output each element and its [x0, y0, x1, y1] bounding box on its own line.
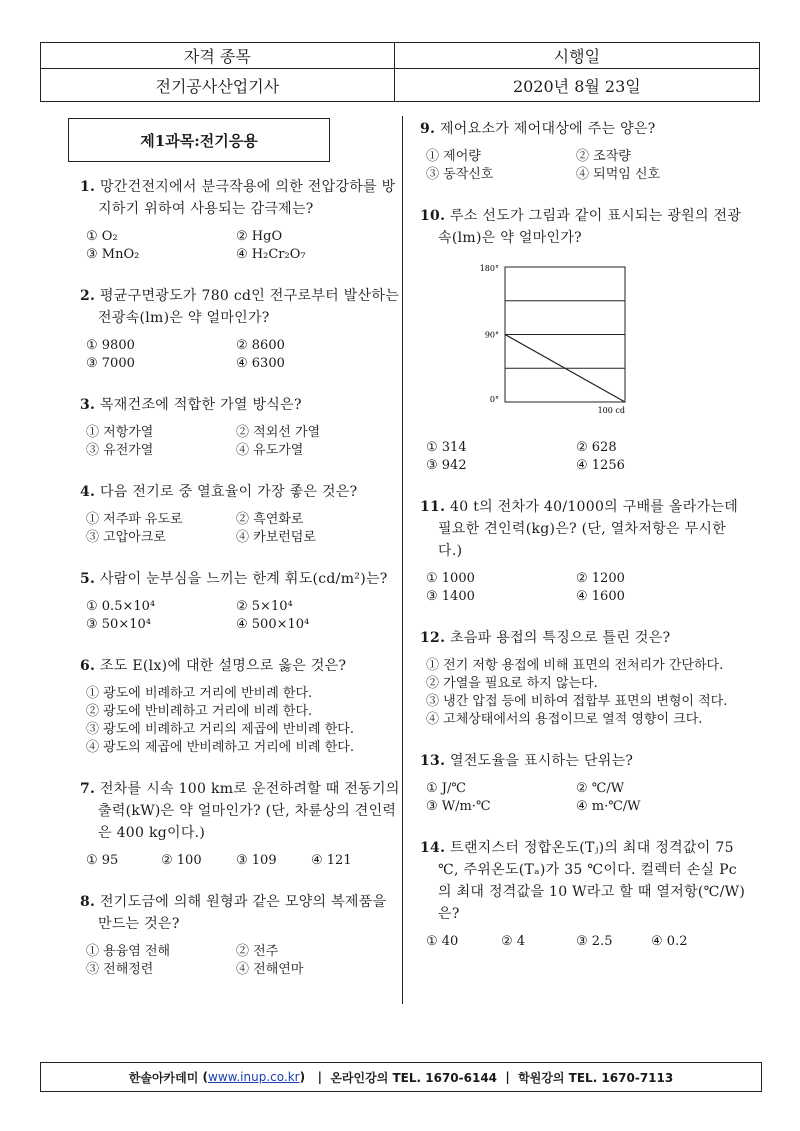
answer-options [80, 511, 400, 547]
question-text: 40 t의 전차가 40/1000의 구배를 올라가는데 필요한 견인력(kg)은? (단, 열차저항은 무시한다.) [438, 499, 739, 559]
answer-option[interactable]: ① 저항가열 [86, 425, 154, 440]
question-stem [80, 891, 400, 935]
answer-option[interactable]: ④ 전해연마 [236, 962, 304, 977]
label-100cd: 100 cd [597, 406, 625, 415]
answer-option[interactable]: ④ 1600 [576, 589, 625, 604]
question-stem [80, 568, 400, 590]
question-number: 4. [80, 484, 96, 500]
answer-options [80, 424, 400, 460]
answer-option[interactable]: ② 전주 [236, 944, 279, 959]
subject-title: 제1과목:전기응용 [140, 131, 258, 150]
answer-option[interactable]: ② 100 [161, 853, 202, 868]
right-column [420, 118, 750, 972]
answer-option[interactable]: ④ H₂Cr₂O₇ [236, 247, 306, 262]
question-number: 11. [420, 499, 446, 515]
question-number: 2. [80, 288, 96, 304]
answer-option[interactable]: ② 5×10⁴ [236, 599, 293, 614]
answer-option[interactable]: ④ 121 [311, 853, 352, 868]
answer-option[interactable]: ③ 냉간 압접 등에 비하여 접합부 표면의 변형이 적다. [426, 694, 728, 709]
question-text: 전기도금에 의해 원형과 같은 모양의 복제품을 만드는 것은? [98, 894, 387, 932]
answer-option[interactable]: ② 가열을 필요로 하지 않는다. [426, 676, 598, 691]
answer-option[interactable]: ④ 되먹임 신호 [576, 167, 661, 182]
answer-option[interactable]: ④ 고체상태에서의 용접이므로 열적 영향이 크다. [426, 712, 703, 727]
answer-option[interactable]: ③ 동작신호 [426, 167, 494, 182]
answer-option[interactable]: ② HgO [236, 229, 283, 244]
question-text: 제어요소가 제어대상에 주는 양은? [439, 121, 656, 137]
question-number: 10. [420, 208, 446, 224]
answer-options [80, 228, 400, 264]
answer-options [80, 598, 400, 634]
answer-option[interactable]: ③ 50×10⁴ [86, 617, 151, 632]
answer-options [420, 933, 750, 951]
question-stem [80, 778, 400, 844]
answer-option[interactable]: ③ 1400 [426, 589, 475, 604]
answer-option[interactable]: ② 1200 [576, 571, 625, 586]
question-number: 12. [420, 630, 446, 646]
question-stem [80, 285, 400, 329]
answer-options [80, 943, 400, 979]
answer-option[interactable]: ③ 전해정련 [86, 962, 154, 977]
answer-option[interactable]: ① O₂ [86, 229, 118, 244]
question-stem [80, 655, 400, 677]
question-13 [420, 750, 750, 816]
subject-title-box [68, 118, 330, 162]
answer-option[interactable]: ① 제어량 [426, 149, 481, 164]
question-text: 조도 E(lx)에 대한 설명으로 옳은 것은? [99, 658, 347, 674]
answer-option[interactable]: ① 9800 [86, 338, 135, 353]
question-6 [80, 655, 400, 757]
answer-option[interactable]: ① 40 [426, 934, 459, 949]
footer-brand: 한솔아카데미 [128, 1070, 199, 1085]
question-stem [420, 496, 750, 562]
question-1 [80, 176, 400, 264]
answer-option[interactable]: ② 4 [501, 934, 526, 949]
footer-online-phone: 온라인강의 TEL. 1670-6144 [330, 1070, 498, 1085]
question-text: 트랜지스터 정합온도(Tⱼ)의 최대 정격값이 75 ℃, 주위온도(Tₐ)가 35 ℃이다. 컬렉터 손실 Pc의 최대 정격값을 10 W라고 할 때 열저항(℃/W)은? [438, 840, 746, 922]
answer-option[interactable]: ③ MnO₂ [86, 247, 140, 262]
question-text: 열전도율을 표시하는 단위는? [450, 753, 634, 769]
answer-option[interactable]: ② ℃/W [576, 781, 625, 796]
exam-header-table [40, 42, 760, 102]
answer-option[interactable]: ① 314 [426, 440, 467, 455]
header-date-value: 2020년 8월 23일 [394, 69, 759, 102]
question-stem [420, 205, 750, 249]
question-stem [420, 837, 750, 925]
answer-option[interactable]: ① J/℃ [426, 781, 466, 796]
question-4 [80, 481, 400, 547]
rousseau-diagram [460, 257, 640, 417]
question-7 [80, 778, 400, 870]
answer-option[interactable]: ④ 광도의 제곱에 반비례하고 거리에 비례 한다. [86, 740, 354, 755]
answer-option[interactable]: ③ W/m·℃ [426, 799, 491, 814]
answer-option[interactable]: ① 광도에 비례하고 거리에 반비례 한다. [86, 686, 313, 701]
answer-option[interactable]: ④ 500×10⁴ [236, 617, 310, 632]
question-text: 평균구면광도가 780 cd인 전구로부터 발산하는 전광속(lm)은 약 얼마인가? [98, 288, 400, 326]
question-stem [420, 627, 750, 649]
right-question-list [420, 118, 750, 951]
question-text: 목재건조에 적합한 가열 방식은? [99, 397, 302, 413]
answer-option[interactable]: ④ 0.2 [651, 934, 688, 949]
answer-option[interactable]: ② 8600 [236, 338, 285, 353]
question-number: 5. [80, 571, 96, 587]
question-text: 망간건전지에서 분극작용에 의한 전압강하를 방지하기 위하여 사용되는 감극제는? [98, 179, 396, 217]
answer-option[interactable]: ③ 광도에 비례하고 거리의 제곱에 반비례 한다. [86, 722, 354, 737]
answer-option[interactable]: ④ 1256 [576, 458, 625, 473]
question-11 [420, 496, 750, 606]
answer-option[interactable]: ① 0.5×10⁴ [86, 599, 156, 614]
answer-option[interactable]: ③ 7000 [86, 356, 135, 371]
question-9 [420, 118, 750, 184]
question-text: 루소 선도가 그림과 같이 표시되는 광원의 전광속(lm)은 약 얼마인가? [438, 208, 742, 246]
answer-option[interactable]: ① 전기 저항 용접에 비해 표면의 전처리가 간단하다. [426, 658, 724, 673]
question-10 [420, 205, 750, 475]
header-subject-label: 자격 종목 [41, 43, 395, 69]
answer-option[interactable]: ② 628 [576, 440, 617, 455]
question-number: 14. [420, 840, 446, 856]
answer-options [420, 148, 750, 184]
answer-option[interactable]: ② 광도에 반비례하고 거리에 비례 한다. [86, 704, 313, 719]
question-12 [420, 627, 750, 729]
footer-academy-phone: 학원강의 TEL. 1670-7113 [518, 1070, 674, 1085]
header-date-label: 시행일 [394, 43, 759, 69]
answer-option[interactable]: ② 조작량 [576, 149, 631, 164]
question-text: 초음파 용접의 특징으로 틀린 것은? [450, 630, 671, 646]
answer-option[interactable]: ① 95 [86, 853, 119, 868]
question-number: 3. [80, 397, 96, 413]
question-14 [420, 837, 750, 951]
label-90: 90° [484, 330, 499, 340]
answer-options [420, 570, 750, 606]
question-number: 8. [80, 894, 96, 910]
question-text: 사람이 눈부심을 느끼는 한계 휘도(cd/m²)는? [99, 571, 388, 587]
answer-option[interactable]: ④ 6300 [236, 356, 285, 371]
question-8 [80, 891, 400, 979]
answer-option[interactable]: ① 저주파 유도로 [86, 512, 183, 527]
answer-options [80, 337, 400, 373]
question-3 [80, 394, 400, 460]
header-subject-value: 전기공사산업기사 [41, 69, 395, 102]
footer-url-link[interactable]: www.inup.co.kr [208, 1070, 300, 1084]
question-number: 9. [420, 121, 436, 137]
column-divider [402, 116, 403, 1004]
answer-option[interactable]: ③ 유전가열 [86, 443, 154, 458]
answer-options [80, 852, 400, 870]
question-stem [80, 481, 400, 503]
question-number: 6. [80, 658, 96, 674]
left-column [80, 118, 400, 1000]
question-stem [80, 394, 400, 416]
question-5 [80, 568, 400, 634]
answer-option[interactable]: ③ 942 [426, 458, 467, 473]
answer-options [420, 439, 750, 475]
answer-option[interactable]: ④ 카보런덤로 [236, 530, 316, 545]
question-stem [420, 118, 750, 140]
label-0: 0° [489, 395, 499, 404]
question-text: 다음 전기로 중 열효율이 가장 좋은 것은? [99, 484, 358, 500]
answer-option[interactable]: ④ m·℃/W [576, 799, 641, 814]
question-2 [80, 285, 400, 373]
answer-option[interactable]: ③ 고압아크로 [86, 530, 166, 545]
answer-option[interactable]: ① 용융염 전해 [86, 944, 171, 959]
page-footer: 한솔아카데미 ( www.inup.co.kr ) | 온라인강의 TEL. 1670-6144 | 학원강의 TEL. 1670-7113 [40, 1062, 762, 1092]
answer-option[interactable]: ③ 2.5 [576, 934, 613, 949]
answer-option[interactable]: ② 적외선 가열 [236, 425, 321, 440]
answer-option[interactable]: ④ 유도가열 [236, 443, 304, 458]
answer-option[interactable]: ③ 109 [236, 853, 277, 868]
answer-option[interactable]: ② 흑연화로 [236, 512, 304, 527]
left-question-list [80, 176, 400, 979]
question-text: 전차를 시속 100 km로 운전하려할 때 전동기의 출력(kW)은 약 얼마인가? (단, 차륜상의 견인력은 400 kg이다.) [98, 781, 400, 841]
question-number: 1. [80, 179, 96, 195]
answer-option[interactable]: ① 1000 [426, 571, 475, 586]
label-180: 180° [479, 264, 499, 273]
answer-options [420, 780, 750, 816]
question-stem [420, 750, 750, 772]
answer-options [80, 685, 400, 757]
question-number: 13. [420, 753, 446, 769]
question-stem [80, 176, 400, 220]
answer-options [420, 657, 750, 729]
question-number: 7. [80, 781, 96, 797]
